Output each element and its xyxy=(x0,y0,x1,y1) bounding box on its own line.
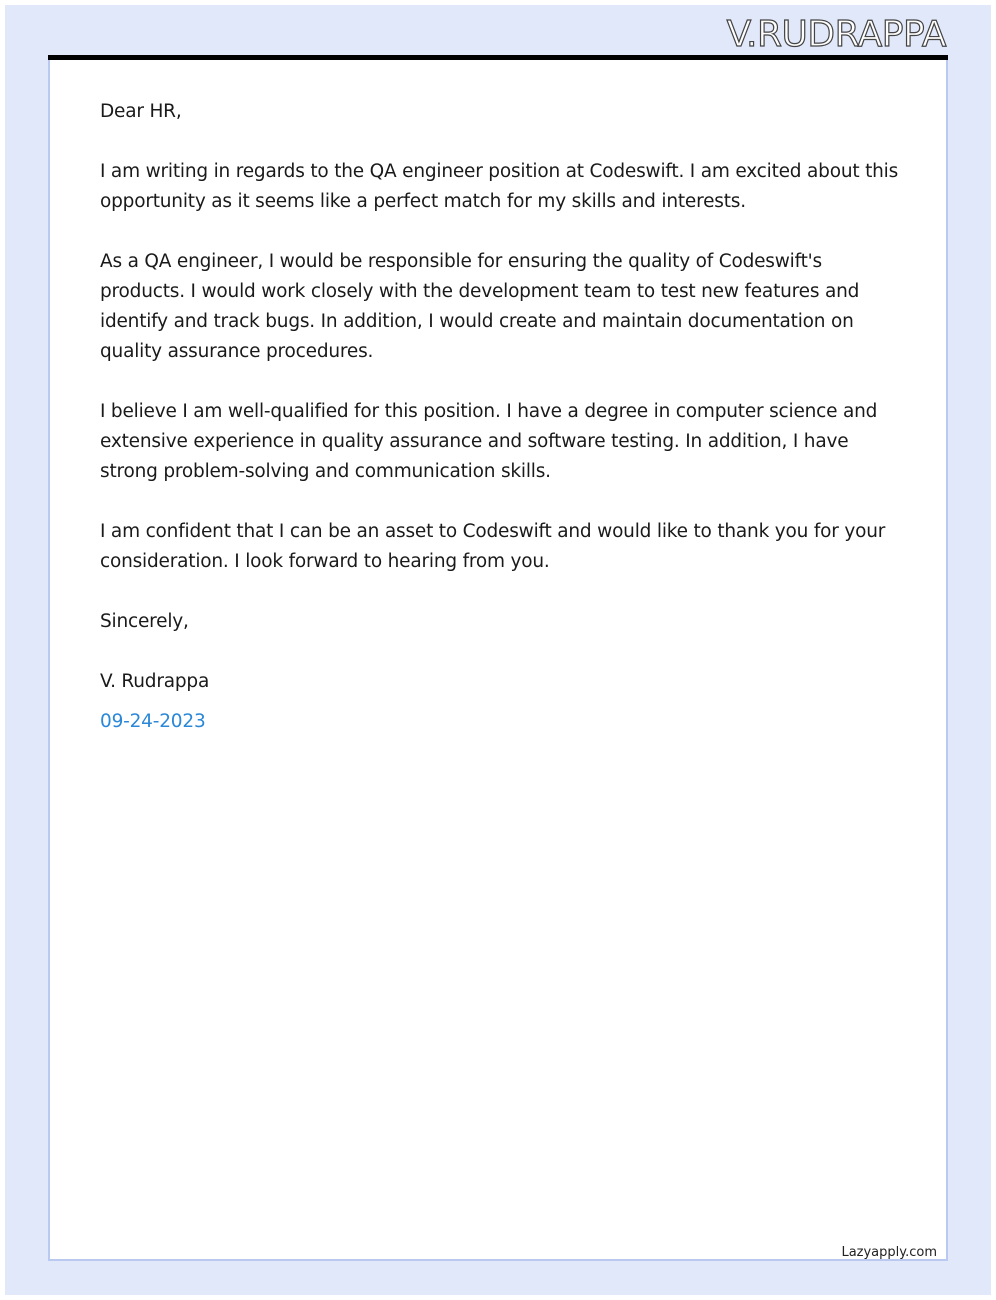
signature-name: V. Rudrappa xyxy=(100,671,210,692)
cover-letter-body xyxy=(100,97,900,737)
letter-paragraph-3: I believe I am well-qualified for this position. I have a degree in computer science and extensive experience in quality assurance and software testing. In addition, I have strong problem-solving and communication skills. xyxy=(100,401,878,482)
letter-paragraph-2: As a QA engineer, I would be responsible for ensuring the quality of Codeswift's products. I would work closely with the development team to test new features and identify and track bugs. In addition, I would create and maintain documentation on quality assurance procedures. xyxy=(100,251,860,362)
letter-paragraph-4: I am confident that I can be an asset to Codeswift and would like to thank you for your consideration. I look forward to hearing from you. xyxy=(100,521,886,572)
closing: Sincerely, xyxy=(100,611,189,632)
letter-paragraph-1: I am writing in regards to the QA engineer position at Codeswift. I am excited about this opportunity as it seems like a perfect match for my skills and interests. xyxy=(100,161,899,212)
letter-date: 09-24-2023 xyxy=(100,711,206,732)
footer-brand: Lazyapply.com xyxy=(841,1245,937,1260)
applicant-name-header: V.RUDRAPPA xyxy=(726,14,946,55)
salutation: Dear HR, xyxy=(100,101,182,122)
